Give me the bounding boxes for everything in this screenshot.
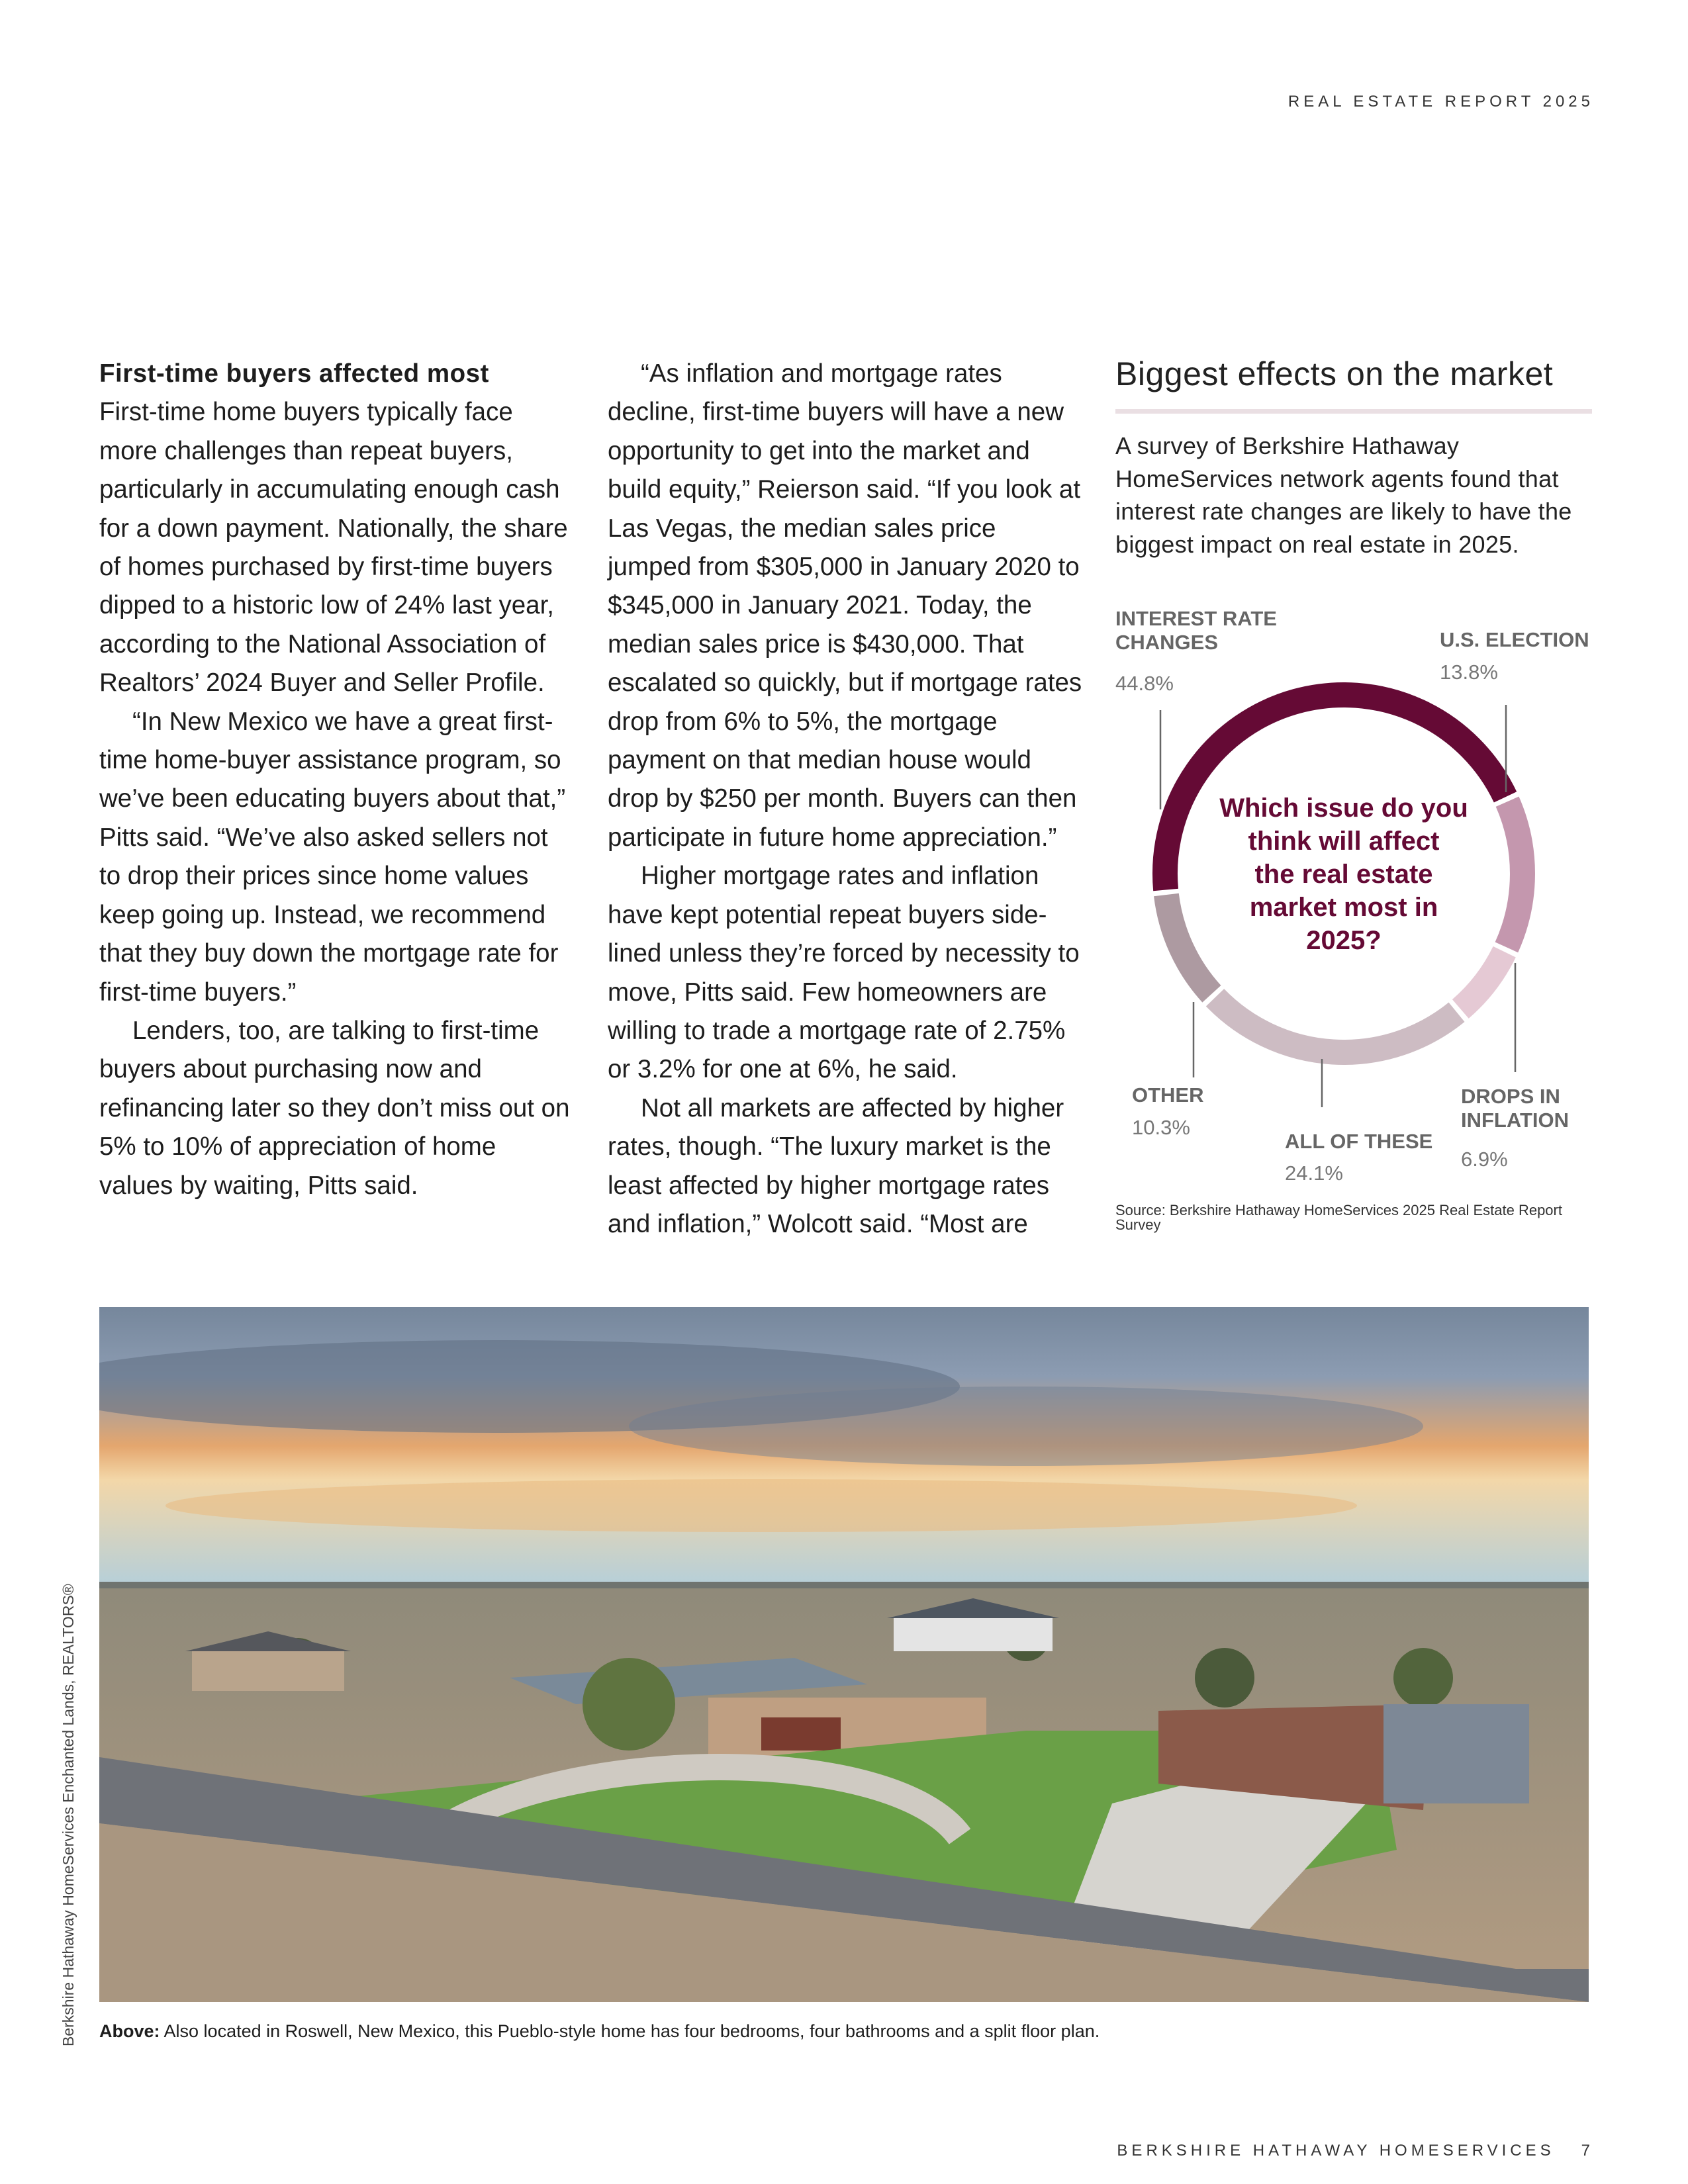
photo-credit: Berkshire Hathaway HomeServices Enchanted Lands, REALTORS® bbox=[60, 1584, 77, 2046]
slice-value: 24.1% bbox=[1285, 1161, 1343, 1185]
sidebar-description: A survey of Berkshire Hathaway HomeServices network agents found that interest rate changes are likely to have the biggest impact on real estate in 2025. bbox=[1115, 432, 1572, 558]
paragraph-text: First-time home buyers typically face more challenges than repeat buyers, particularly in accumulating enough cash for a down payment. Nationally, the share of homes purchased by first-time buyers dipped to a historic low of 24% last year, according to the National Association of Realtors’ 2024 Buyer and Seller Profile. bbox=[99, 398, 568, 698]
slice-value: 44.8% bbox=[1115, 672, 1174, 695]
slice-value: 6.9% bbox=[1461, 1148, 1508, 1171]
caption-text: Also located in Roswell, New Mexico, this Pueblo-style home has four bedrooms, four bathrooms and a split floor plan. bbox=[164, 2021, 1100, 2041]
report-header-label: REAL ESTATE REPORT 2025 bbox=[1288, 93, 1594, 111]
slice-label: INTEREST RATE CHANGES bbox=[1115, 609, 1277, 654]
chart-sidebar bbox=[1115, 352, 1592, 561]
slice-label: OTHER bbox=[1132, 1083, 1204, 1107]
footer-brand: BERKSHIRE HATHAWAY HOMESERVICES bbox=[1117, 2142, 1555, 2160]
donut-chart bbox=[1115, 609, 1592, 1218]
donut-slice bbox=[1460, 952, 1504, 1009]
section-subheading: First-time buyers affected most bbox=[99, 359, 489, 388]
article-paragraph: Not all markets are affected by higher rates, though. “The luxury market is the least affected by higher mortgage rates and inflation,” Wolcott said. “Most are bbox=[608, 1093, 1064, 1238]
slice-value: 13.8% bbox=[1440, 660, 1498, 684]
article-paragraph: “As inflation and mortgage rates decline, first-time buyers will have a new opportunity to get into the market and build equity,” Reierson said. “If you look at Las Vegas, the median sales price jumped from $305,000 in January 2020 to $345,000 in January 2021. Today, the median sales price is $430,000. That escalated so quickly, but if mortgage rates drop from 6% to 5%, the mortgage payment on that median house would drop by $250 per month. Buyers can then participate in future home appreciation.” bbox=[608, 359, 1082, 852]
donut-slice bbox=[1166, 895, 1212, 994]
article-column-2 bbox=[608, 355, 1084, 1244]
slice-label: ALL OF THESE bbox=[1285, 1130, 1433, 1153]
sidebar-title: Biggest effects on the market bbox=[1115, 355, 1554, 392]
article-paragraph: Higher mortgage rates and inflation have kept potential repeat buyers side-lined unless they’re forced by necessity to move, Pitts said. Few homeowners are willing to trade a mortgage rate of 2.75% or 3.2% for one at 6%, he said. bbox=[608, 862, 1080, 1084]
photo-caption bbox=[99, 2021, 1100, 2042]
donut-slice bbox=[1507, 801, 1523, 947]
article-paragraph: “In New Mexico we have a great first-time home-buyer assistance program, so we’ve been educating buyers about that,” Pitts said. “We’ve also asked sellers not to drop their prices since home values keep going up. Instead, we recommend that they buy down the mortgage rate for first-time buyers.” bbox=[99, 707, 566, 1007]
caption-lead: Above: bbox=[99, 2021, 160, 2041]
slice-value: 10.3% bbox=[1132, 1116, 1190, 1139]
article-paragraph bbox=[99, 355, 576, 703]
chart-source: Source: Berkshire Hathaway HomeServices 2025 Real Estate Report Survey bbox=[1115, 1202, 1562, 1233]
page-footer bbox=[1117, 2142, 1594, 2160]
sidebar-divider bbox=[1115, 409, 1592, 414]
article-column-1 bbox=[99, 355, 576, 1205]
property-photo bbox=[99, 1307, 1589, 2002]
page-number: 7 bbox=[1581, 2142, 1594, 2160]
article-paragraph: Lenders, too, are talking to first-time buyers about purchasing now and refinancing later so they don’t miss out on 5% to 10% of appreciation of home values by waiting, Pitts said. bbox=[99, 1016, 570, 1200]
slice-label: U.S. ELECTION bbox=[1440, 628, 1589, 651]
donut-center-text: Which issue do you think will affect the real estate market most in 2025? bbox=[1219, 794, 1468, 955]
slice-label: DROPS IN INFLATION bbox=[1461, 1085, 1570, 1132]
donut-slice bbox=[1215, 997, 1457, 1052]
